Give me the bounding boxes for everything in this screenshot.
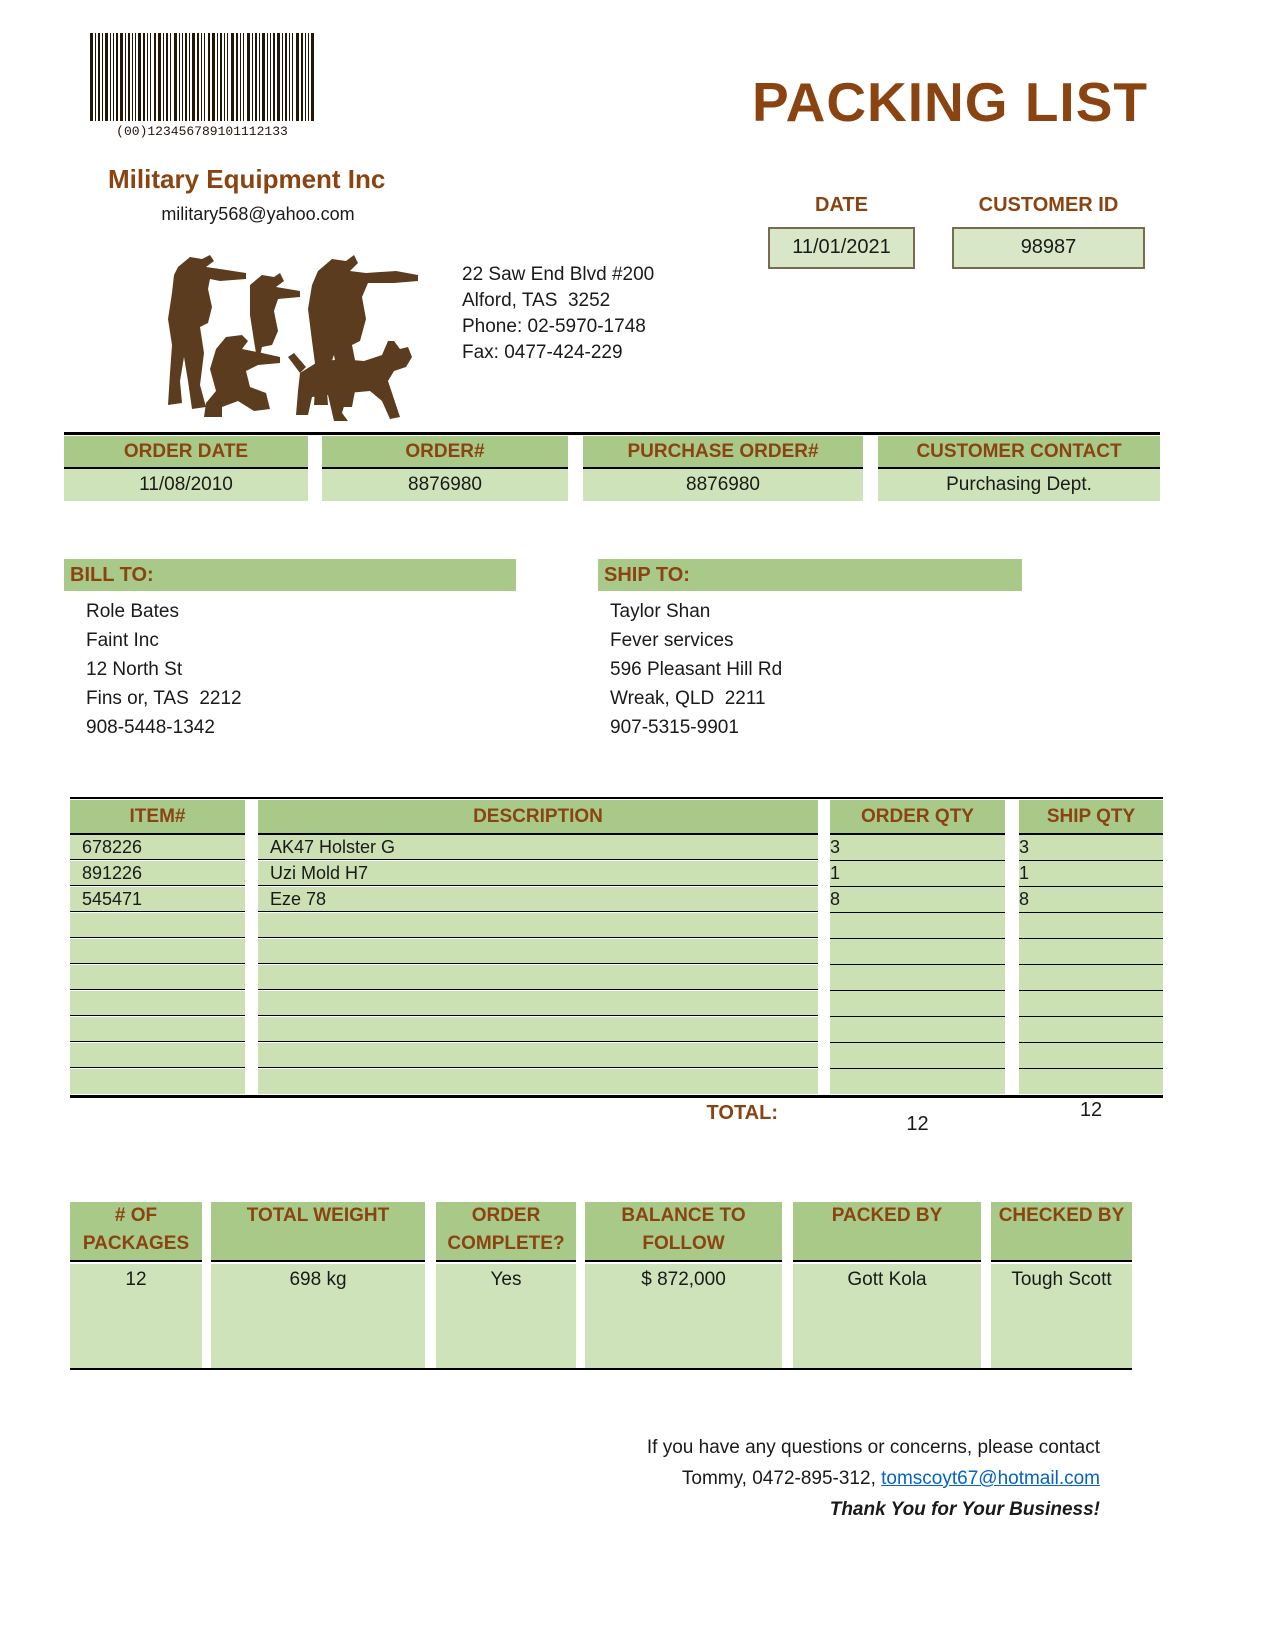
- order-number-header: ORDER#: [322, 436, 568, 469]
- item-number-cell: [70, 1069, 245, 1094]
- order-qty-cell: [830, 1069, 1005, 1094]
- bill-to-address: [86, 597, 242, 742]
- soldiers-graphic: [150, 245, 420, 430]
- order-info-top-rule: [64, 432, 1160, 435]
- barcode: [90, 33, 314, 123]
- item-number-cell: [70, 913, 245, 938]
- order-qty-cell: 1: [830, 861, 1005, 887]
- ship-qty-cell: [1019, 913, 1163, 939]
- items-bottom-rule: [70, 1095, 1163, 1098]
- item-number-cell: 891226: [70, 861, 245, 886]
- table-row: [70, 939, 1163, 965]
- ship-qty-cell: 3: [1019, 835, 1163, 861]
- ship-qty-cell: 1: [1019, 861, 1163, 887]
- customer-id-value-box: 98987: [952, 227, 1145, 269]
- description-cell: [258, 939, 818, 964]
- item-number-header: ITEM#: [70, 800, 245, 835]
- bill-to-line: 12 North St: [86, 659, 183, 680]
- description-cell: AK47 Holster G: [258, 835, 818, 860]
- description-cell: [258, 913, 818, 938]
- ship-qty-cell: [1019, 1017, 1163, 1043]
- packages-value: 12: [70, 1264, 202, 1368]
- table-row: [70, 1017, 1163, 1043]
- total-order-qty: 12: [906, 1113, 929, 1135]
- table-row: [70, 861, 1163, 887]
- table-row: [70, 991, 1163, 1017]
- ship-qty-cell: 8: [1019, 887, 1163, 913]
- footer-contact-prefix: Tommy, 0472-895-312,: [681, 1468, 882, 1489]
- order-date-value: 11/08/2010: [64, 469, 308, 501]
- packages-header: # OF PACKAGES: [70, 1202, 202, 1262]
- ship-qty-cell: [1019, 1043, 1163, 1069]
- table-row: [70, 965, 1163, 991]
- table-row: [70, 1069, 1163, 1094]
- item-number-cell: 678226: [70, 835, 245, 860]
- order-qty-cell: 8: [830, 887, 1005, 913]
- table-row: [70, 887, 1163, 913]
- table-row: [70, 1043, 1163, 1069]
- ship-qty-cell: [1019, 991, 1163, 1017]
- description-cell: [258, 991, 818, 1016]
- barcode-bars: [90, 33, 314, 123]
- order-info-value-row: [64, 469, 1160, 501]
- order-qty-cell: [830, 991, 1005, 1017]
- total-weight-header: TOTAL WEIGHT: [211, 1202, 425, 1262]
- summary-bottom-rule: [70, 1368, 1132, 1370]
- bill-to-line: Role Bates: [86, 601, 179, 622]
- description-cell: Uzi Mold H7: [258, 861, 818, 886]
- ship-qty-header: SHIP QTY: [1019, 800, 1163, 835]
- date-value-box: 11/01/2021: [768, 227, 915, 269]
- ship-to-line: Wreak, QLD 2211: [610, 688, 766, 709]
- items-body: [70, 835, 1163, 1094]
- page-title: PACKING LIST: [752, 71, 1148, 133]
- ship-qty-cell: [1019, 1069, 1163, 1094]
- description-header: DESCRIPTION: [258, 800, 818, 835]
- item-number-cell: [70, 965, 245, 990]
- ship-to-line: 907-5315-9901: [610, 717, 739, 738]
- purchase-order-value: 8876980: [583, 469, 863, 501]
- summary-header-row: [70, 1202, 1132, 1262]
- footer-contact-line2: [500, 1463, 1100, 1494]
- order-qty-cell: [830, 939, 1005, 965]
- item-number-cell: [70, 1043, 245, 1068]
- item-number-cell: [70, 939, 245, 964]
- order-qty-header: ORDER QTY: [830, 800, 1005, 835]
- ship-to-address: [610, 597, 782, 742]
- bill-to-line: 908-5448-1342: [86, 717, 215, 738]
- item-number-cell: [70, 991, 245, 1016]
- packed-by-header: PACKED BY: [793, 1202, 981, 1262]
- table-row: [70, 835, 1163, 861]
- bill-to-line: Fins or, TAS 2212: [86, 688, 242, 709]
- footer-email-link[interactable]: tomscoyt67@hotmail.com: [881, 1468, 1100, 1489]
- ship-qty-cell: [1019, 939, 1163, 965]
- company-name: Military Equipment Inc: [108, 164, 386, 194]
- customer-contact-value: Purchasing Dept.: [878, 469, 1160, 501]
- ship-to-line: 596 Pleasant Hill Rd: [610, 659, 783, 680]
- summary-value-row: [70, 1264, 1132, 1368]
- total-weight-value: 698 kg: [211, 1264, 425, 1368]
- order-date-header: ORDER DATE: [64, 436, 308, 469]
- balance-header: BALANCE TO FOLLOW: [585, 1202, 782, 1262]
- address-line: Phone: 02-5970-1748: [462, 316, 646, 337]
- customer-id-label: CUSTOMER ID: [978, 194, 1119, 216]
- description-cell: Eze 78: [258, 887, 818, 912]
- total-label: TOTAL:: [706, 1102, 778, 1124]
- order-qty-cell: [830, 1017, 1005, 1043]
- ship-to-line: Taylor Shan: [610, 601, 711, 622]
- order-complete-header: ORDER COMPLETE?: [436, 1202, 576, 1262]
- company-address: [462, 262, 654, 366]
- order-number-value: 8876980: [322, 469, 568, 501]
- items-header-row: [70, 800, 1163, 835]
- company-email: military568@yahoo.com: [161, 204, 355, 224]
- items-top-rule: [70, 797, 1163, 799]
- ship-to-header: SHIP TO:: [598, 559, 1022, 591]
- description-cell: [258, 1043, 818, 1068]
- address-line: 22 Saw End Blvd #200: [462, 264, 655, 285]
- bill-to-header: BILL TO:: [64, 559, 516, 591]
- order-qty-cell: [830, 1043, 1005, 1069]
- footer-thanks: Thank You for Your Business!: [829, 1499, 1100, 1520]
- order-complete-value: Yes: [436, 1264, 576, 1368]
- checked-by-value: Tough Scott: [991, 1264, 1132, 1368]
- order-qty-cell: [830, 965, 1005, 991]
- item-number-cell: 545471: [70, 887, 245, 912]
- description-cell: [258, 1017, 818, 1042]
- description-cell: [258, 1069, 818, 1094]
- date-label: DATE: [815, 194, 868, 216]
- order-info-header-row: [64, 436, 1160, 469]
- total-ship-qty: 12: [1079, 1099, 1103, 1121]
- purchase-order-header: PURCHASE ORDER#: [583, 436, 863, 469]
- balance-value: $ 872,000: [585, 1264, 782, 1368]
- footer-contact-line1: If you have any questions or concerns, please contact: [646, 1437, 1100, 1458]
- table-row: [70, 913, 1163, 939]
- bill-to-line: Faint Inc: [86, 630, 159, 651]
- order-qty-cell: 3: [830, 835, 1005, 861]
- address-line: Alford, TAS 3252: [462, 290, 611, 311]
- order-qty-cell: [830, 913, 1005, 939]
- barcode-number: (00)123456789101112133: [116, 124, 288, 139]
- description-cell: [258, 965, 818, 990]
- address-line: Fax: 0477-424-229: [462, 342, 623, 363]
- checked-by-header: CHECKED BY: [991, 1202, 1132, 1262]
- ship-qty-cell: [1019, 965, 1163, 991]
- item-number-cell: [70, 1017, 245, 1042]
- customer-contact-header: CUSTOMER CONTACT: [878, 436, 1160, 469]
- ship-to-line: Fever services: [610, 630, 734, 651]
- footer: [500, 1432, 1100, 1525]
- packed-by-value: Gott Kola: [793, 1264, 981, 1368]
